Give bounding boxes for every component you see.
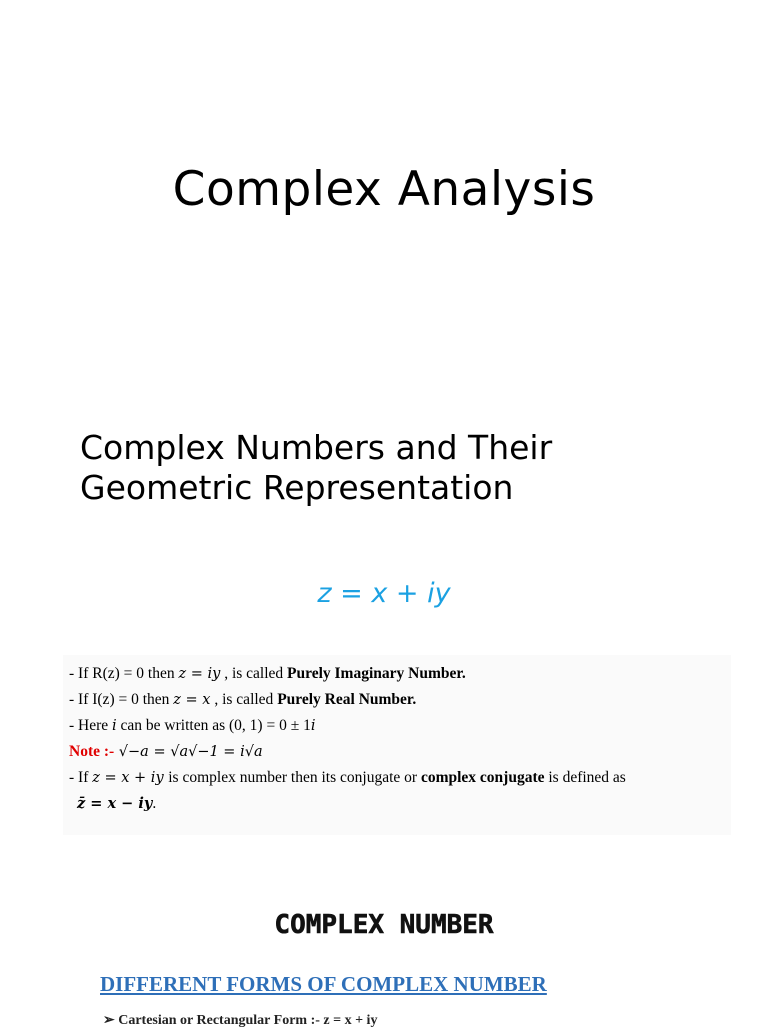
forms-first-item: ➢ Cartesian or Rectangular Form :- z = x + iy [103, 1013, 378, 1028]
note-line-conjugate-formula: z̄ = x − iy. [69, 791, 731, 817]
math-expression: z̄ = x − iy [77, 795, 153, 812]
note-line-conjugate: - If z = x + iy is complex number then its conjugate or complex conjugate is defined as [69, 769, 626, 786]
section-heading-line-2: Geometric Representation [80, 468, 514, 507]
note-label: Note :- [69, 743, 115, 760]
section-heading-line-1: Complex Numbers and Their [80, 428, 553, 467]
note-line-purely-real: - If I(z) = 0 then z = x , is called Purely Real Number. [69, 691, 417, 708]
note-line-purely-imaginary: - If R(z) = 0 then z = iy , is called Purely Imaginary Number. [69, 665, 466, 682]
section-heading [80, 428, 720, 508]
note-line-note [69, 739, 731, 765]
note-line-i-definition: - Here i can be written as (0, 1) = 0 ± 1i [69, 717, 316, 734]
math-expression: z = x + iy [92, 770, 169, 786]
math-expression: z = x [173, 692, 211, 708]
math-expression: √−a = √a√−1 = i√a [114, 744, 263, 760]
bold-term: complex conjugate [420, 769, 545, 786]
math-expression: z = iy [178, 666, 221, 682]
slide-title: Complex Analysis [172, 162, 596, 217]
bold-term: Purely Imaginary Number. [287, 665, 466, 682]
complex-number-formula: z = x + iy [317, 578, 451, 609]
bold-term: Purely Real Number. [277, 691, 417, 708]
complex-number-banner: COMPLEX NUMBER [274, 910, 494, 940]
forms-heading: DIFFERENT FORMS OF COMPLEX NUMBER [100, 972, 547, 996]
notes-image [63, 655, 731, 835]
